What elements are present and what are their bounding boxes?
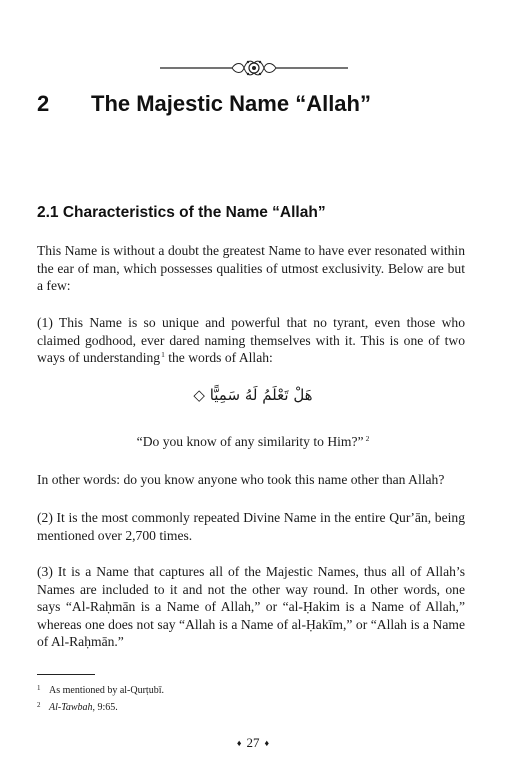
verse-translation	[0, 434, 506, 450]
quran-verse-arabic: هَلْ تَعْلَمُ لَهُ سَمِيًّا ◇	[193, 386, 313, 404]
chapter-number: 2	[37, 91, 50, 116]
chapter-title: The Majestic Name “Allah”	[91, 91, 371, 116]
footnote-ref-2: 2	[365, 434, 370, 443]
page-ornament-left: ♦	[236, 738, 242, 748]
point-3-paragraph: (3) It is a Name that captures all of the Majestic Names, thus all of Allah’s Names are included to it and not the other way round. In other words, one says “Al-Raḥmān is a Name of Allah,” or “al-Ḥakim is a Name of Allah,” whereas one does not say “Allah is a Name of al-Ḥakīm,” or “Allah is a Name of Al-Raḥmān.”	[37, 564, 465, 650]
footnote-1-mark: 1	[37, 684, 41, 692]
footnote-1	[37, 684, 164, 696]
intro-paragraph: This Name is without a doubt the greatest Name to have ever resonated within the ear of man, which possesses qualities of utmost exclusivity. Below are but a few:	[37, 243, 465, 294]
section-heading: 2.1 Characteristics of the Name “Allah”	[37, 204, 326, 221]
page-number	[0, 735, 506, 751]
page-ornament-right: ♦	[264, 738, 270, 748]
floral-divider-icon	[160, 58, 348, 78]
point-1-text-end: the words of Allah:	[164, 350, 273, 366]
page-number-text: 27	[246, 735, 260, 750]
point-2-paragraph: (2) It is the most commonly repeated Divine Name in the entire Qurʼān, being mentioned over 2,700 times.	[37, 510, 465, 543]
point-1-paragraph	[37, 314, 465, 367]
footnote-1-text: As mentioned by al-Qurṭubī.	[49, 685, 164, 696]
footnote-2-source: Al-Tawbah	[49, 702, 93, 713]
point-1-text: (1) This Name is so unique and powerful that no tyrant, even those who claimed godhood, ever dared naming themselves with it. This is one of two ways of understanding	[37, 315, 465, 366]
verse-translation-text: “Do you know of any similarity to Him?”	[136, 434, 364, 449]
chapter-heading	[37, 91, 371, 117]
footnote-2-mark: 2	[37, 701, 41, 709]
footnote-2-text: , 9:65.	[92, 702, 118, 713]
footnote-divider	[37, 674, 95, 675]
footnote-2	[37, 701, 118, 713]
footnote-ref-1: 1	[161, 350, 165, 360]
other-words-paragraph: In other words: do you know anyone who took this name other than Allah?	[37, 472, 445, 487]
